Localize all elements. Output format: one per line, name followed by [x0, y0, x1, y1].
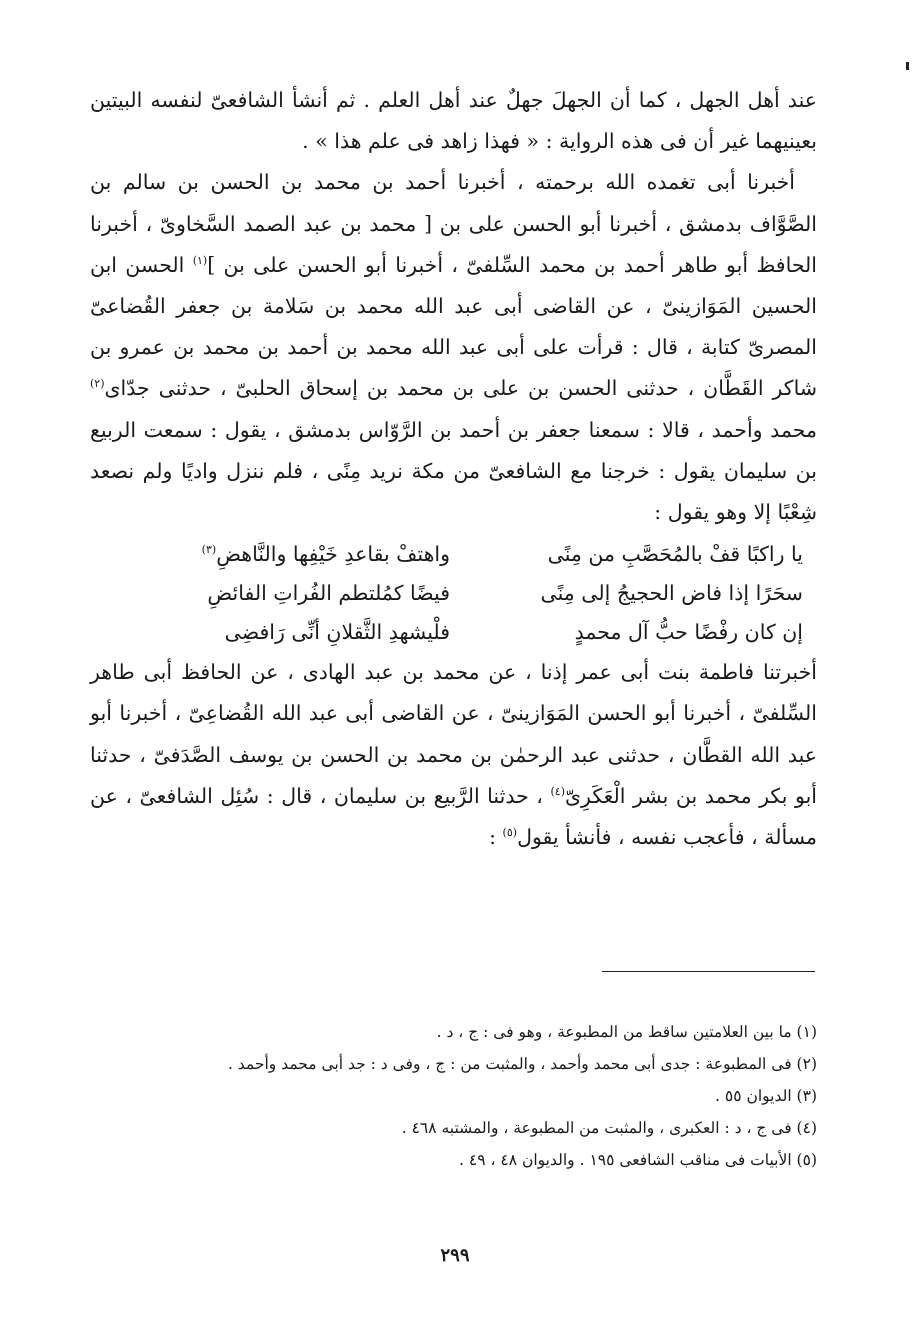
paragraph-2-part-b: الحسن ابن الحسين المَوَازينىّ ، عن القاضى أبى عبد الله محمد بن سَلامة بن جعفر القُضاعىّ المصرىّ كتابة ، قال : قرأت على أبى عبد الله محمد بن أحمد بن محمد بن عمرو بن شاكر القَطَّان ، حدثنى الحسن بن على بن محمد بن إسحاق الحلبىّ ، حدثنى جدّاى	[90, 252, 817, 401]
paragraph-3-part-b: ، حدثنا الرَّبيع بن سليمان ، قال : سُئِل الشافعىّ ، عن مسألة ، فأعجب نفسه ، فأنشأ يقول	[90, 783, 817, 850]
poem-line	[90, 613, 817, 652]
poem-line	[90, 535, 817, 574]
poem-first-hemistich: إن كان رفْضًا حبُّ آل محمدٍ	[574, 620, 803, 645]
footnote-1: (١) ما بين العلامتين ساقط من المطبوعة ، وهو فى : ج ، د .	[436, 1023, 817, 1041]
paragraph-3	[90, 652, 817, 858]
footnote-2: (٢) فى المطبوعة : جدى أبى محمد وأحمد ، والمثبت من : ج ، وفى د : جد أبى محمد وأحمد .	[227, 1055, 817, 1073]
poem	[90, 535, 817, 652]
page-number: ٢٩٩	[440, 1245, 470, 1266]
paragraph-3-part-c: :	[489, 825, 503, 850]
poem-first-hemistich: يا راكبًا قفْ بالمُحَصَّبِ من مِنًى	[547, 542, 803, 567]
footnote-ref-1: (١)	[192, 253, 208, 267]
footnote-4: (٤) فى ج ، د : العكبرى ، والمثبت من المطبوعة ، والمشتبه ٤٦٨ .	[401, 1119, 817, 1137]
paragraph-3-part-a: أخبرتنا فاطمة بنت أبى عمر إذنا ، عن محمد بن عبد الهادى ، عن الحافظ أبى طاهر السِّلفىّ ، أخبرنا أبو الحسن المَوَازينىّ ، عن القاضى أبى عبد الله القُضاعِىّ ، أخبرنا أبو عبد الله القطَّان ، حدثنى عبد الرحمٰن بن محمد بن الحسن بن يوسف الصَّدَفىّ ، حدثنا أبو بكر محمد بن بشر الْعَكَرِىّ	[90, 660, 817, 808]
poem-second-hemistich-text: واهتفْ بقاعدِ خَيْفِها والنَّاهضِ	[216, 542, 450, 567]
footnote-separator	[602, 971, 815, 972]
footnotes	[150, 1016, 817, 1176]
paragraph-1: عند أهل الجهل ، كما أن الجهلَ جهلٌ عند أهل العلم . ثم أنشأ الشافعىّ لنفسه البيتين بعينيهما غير أن فى هذه الرواية : « فهذا زاهد فى علم هذا » .	[90, 88, 817, 154]
footnote-ref-5: (٥)	[502, 826, 518, 840]
footnote-ref-3: (٣)	[201, 543, 217, 557]
poem-second-hemistich: فلْيشهدِ الثَّقلانِ أنِّى رَافضِى	[224, 620, 450, 645]
paragraph-2	[90, 162, 817, 533]
paragraph-2-part-c: محمد وأحمد ، قالا : سمعنا جعفر بن أحمد بن الرَّوّاس بدمشق ، يقول : سمعت الربيع بن سليمان يقول : خرجنا مع الشافعىّ من مكة نريد مِنًى ، فلم ننزل واديًا ولم نصعد شِعْبًا إلا وهو يقول :	[90, 417, 817, 525]
paragraph-2-part-a: أخبرنا أبى تغمده الله برحمته ، أخبرنا أحمد بن محمد بن الحسن بن سالم بن الصَّوَّاف بدمشق ، أخبرنا أبو الحسن على بن [ محمد بن عبد الصمد السَّخاوىّ ، أخبرنا الحافظ أبو طاهر أحمد بن محمد السِّلفىّ ، أخبرنا أبو الحسن على بن ]	[90, 170, 818, 277]
main-text	[90, 80, 817, 858]
poem-second-hemistich: فيضًا كمُلتطم الفُراتِ الفائضِ	[207, 581, 450, 606]
poem-first-hemistich: سحَرًا إذا فاض الحجيجُ إلى مِنًى	[540, 581, 803, 606]
footnote-ref-4: (٤)	[550, 785, 565, 799]
poem-line	[90, 574, 817, 613]
scan-edge-mark	[906, 62, 909, 70]
footnote-3: (٣) الديوان ٥٥ .	[715, 1087, 817, 1105]
footnote-ref-2: (٢)	[90, 377, 105, 391]
footnote-5: (٥) الأبيات فى مناقب الشافعى ١٩٥ . والديوان ٤٨ ، ٤٩ .	[459, 1151, 817, 1169]
poem-second-hemistich	[90, 535, 450, 574]
